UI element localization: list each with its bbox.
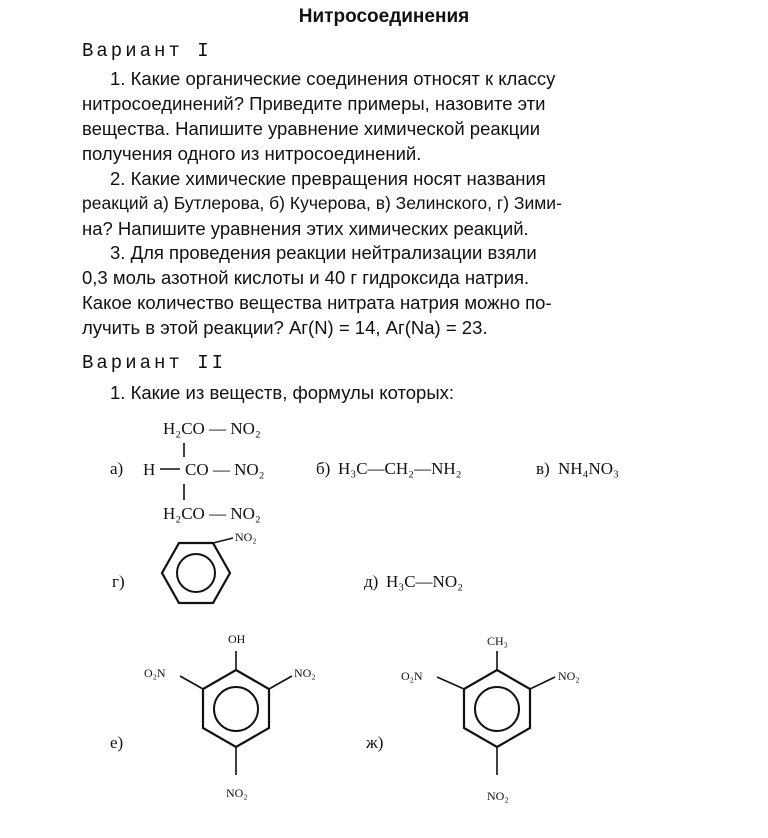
aromatic-circle xyxy=(177,554,215,592)
question-1-1 xyxy=(82,66,652,166)
label-zh: ж) xyxy=(366,733,384,752)
text-line: 1. Какие органические соединения относят к классу xyxy=(110,68,556,89)
text-line: получения одного из нитросоединений. xyxy=(82,143,422,164)
text-line: лучить в этой реакции? Aг(N) = 14, Aг(Na) = 23. xyxy=(82,317,488,338)
text-line: 0,3 моль азотной кислоты и 40 г гидроксида натрия. xyxy=(82,267,530,288)
question-1-3 xyxy=(82,240,652,340)
page-title: Нитросоединения xyxy=(298,6,470,27)
text-line: нитросоединений? Приведите примеры, назовите эти xyxy=(82,93,546,114)
text-line: на? Напишите уравнения этих химических реакций. xyxy=(82,218,529,239)
formula-e-top: OH xyxy=(228,632,246,646)
text-line: 2. Какие химические превращения носят названия xyxy=(110,168,546,189)
formula-d: H₃C—NO₂ xyxy=(386,572,464,591)
bond-line xyxy=(213,538,233,543)
formula-a-mid: CO — NO₂ xyxy=(185,460,265,479)
variant-1-heading: Вариант I xyxy=(82,40,212,62)
formula-zh-top: CH₃ xyxy=(487,634,508,648)
variant-2-heading: Вариант II xyxy=(82,352,227,374)
formula-e-left: O₂N xyxy=(144,666,166,680)
formula-e-right: NO₂ xyxy=(294,666,316,680)
formula-zh-right: NO₂ xyxy=(558,669,580,683)
label-e: е) xyxy=(110,733,124,752)
formula-a-top: H₂CO — NO₂ xyxy=(163,419,261,438)
label-d: д) xyxy=(364,572,379,591)
formula-b: H₃C—CH₂—NH₂ xyxy=(338,459,462,478)
formula-zh-left: O₂N xyxy=(401,669,423,683)
formula-a-bottom: H₂CO — NO₂ xyxy=(163,504,261,523)
formula-v: NH₄NO₃ xyxy=(558,459,619,478)
label-g: г) xyxy=(112,572,125,591)
formula-g-structure xyxy=(135,528,295,638)
aromatic-circle xyxy=(475,687,519,731)
formula-e-bottom: NO₂ xyxy=(226,786,248,800)
formula-g-no2: NO₂ xyxy=(235,530,257,544)
bond-line xyxy=(269,676,292,689)
formula-zh-structure xyxy=(395,625,615,810)
formula-a xyxy=(135,410,305,530)
text-line: Какое количество вещества нитрата натрия можно по- xyxy=(82,292,552,313)
formula-e-structure xyxy=(130,625,350,810)
bond-line xyxy=(180,676,203,689)
bond-line xyxy=(437,677,464,689)
question-1-2 xyxy=(82,166,652,241)
benzene-ring xyxy=(464,670,530,747)
text-line: 3. Для проведения реакции нейтрализации взяли xyxy=(110,242,537,263)
question-2-1 xyxy=(82,380,652,405)
label-v: в) xyxy=(536,459,550,478)
aromatic-circle xyxy=(214,687,258,731)
text-line: вещества. Напишите уравнение химической реакции xyxy=(82,118,541,139)
benzene-ring xyxy=(203,670,269,747)
text-line: 1. Какие из веществ, формулы которых: xyxy=(110,382,455,403)
text-line: реакций а) Бутлерова, б) Кучерова, в) Зелинского, г) Зими- xyxy=(82,193,562,213)
label-a: а) xyxy=(110,459,124,478)
benzene-ring xyxy=(162,543,230,603)
formula-a-h: H xyxy=(143,460,156,479)
label-b: б) xyxy=(316,459,331,478)
formula-zh-bottom: NO₂ xyxy=(487,789,509,803)
bond-line xyxy=(530,677,555,689)
